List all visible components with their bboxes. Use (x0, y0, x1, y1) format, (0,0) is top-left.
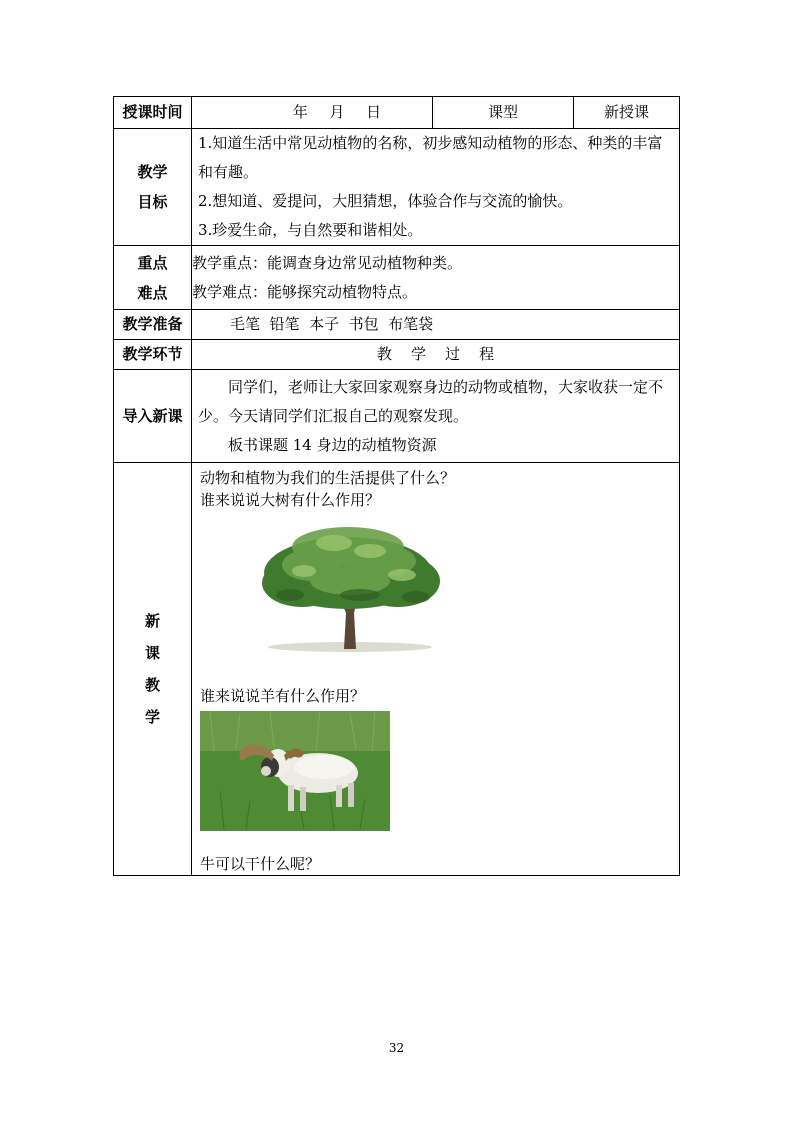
goals-row (114, 129, 680, 246)
goals-label-2: 目标 (137, 193, 168, 211)
goals-content (192, 129, 680, 246)
keypoints-label-2: 难点 (137, 283, 168, 302)
time-label: 授课时间 (114, 97, 192, 129)
goal-item-1: 1.知道生活中常见动植物的名称，初步感知动植物的形态、种类的丰富和有趣。 (198, 134, 663, 181)
newlesson-char-1: 新 (144, 612, 160, 630)
newlesson-label (114, 463, 192, 876)
sheep-image (200, 711, 390, 831)
prep-value: 毛笔 铅笔 本子 书包 布笔袋 (192, 310, 680, 340)
page-number: 32 (388, 1041, 405, 1055)
keypoints-row (114, 246, 680, 310)
question-1: 动物和植物为我们的生活提供了什么？ (200, 469, 456, 487)
keypoints-label (114, 246, 192, 310)
month-label: 月 (329, 103, 345, 121)
newlesson-char-3: 教 (144, 676, 160, 694)
type-value: 新授课 (574, 97, 680, 129)
process-label: 教学环节 (114, 340, 192, 370)
newlesson-content (192, 463, 680, 876)
year-label: 年 (292, 103, 308, 121)
day-label: 日 (366, 103, 382, 121)
intro-content (192, 370, 680, 463)
intro-label: 导入新课 (114, 370, 192, 463)
intro-paragraph: 同学们，老师让大家回家观察身边的动物或植物，大家收获一定不少。今天请同学们汇报自己的观察发现。 (198, 377, 664, 425)
prep-row (114, 310, 680, 340)
goal-item-2: 2.想知道、爱提问，大胆猜想，体验合作与交流的愉快。 (198, 192, 573, 210)
key-point: 教学重点：能调查身边常见动植物种类。 (192, 253, 463, 272)
question-3: 谁来说说羊有什么作用？ (200, 687, 366, 705)
goals-label-1: 教学 (137, 163, 168, 181)
goals-label (114, 129, 192, 246)
newlesson-char-2: 课 (144, 644, 160, 662)
lesson-plan-table (113, 96, 680, 876)
newlesson-char-4: 学 (144, 708, 160, 726)
date-cell (192, 97, 433, 129)
type-label: 课型 (433, 97, 574, 129)
process-header-row (114, 340, 680, 370)
process-title: 教 学 过 程 (192, 340, 680, 370)
header-row (114, 97, 680, 129)
intro-row (114, 370, 680, 463)
keypoints-content (192, 246, 680, 310)
prep-label: 教学准备 (114, 310, 192, 340)
question-2: 谁来说说大树有什么作用？ (200, 491, 381, 509)
goal-item-3: 3.珍爱生命，与自然要和谐相处。 (198, 221, 423, 239)
question-4: 牛可以干什么呢？ (200, 855, 321, 873)
keypoints-label-1: 重点 (137, 253, 168, 272)
tree-image (230, 521, 460, 661)
difficulty-point: 教学难点：能够探究动植物特点。 (192, 282, 418, 301)
newlesson-row (114, 463, 680, 876)
board-title: 板书课题 14 身边的动植物资源 (228, 435, 437, 454)
